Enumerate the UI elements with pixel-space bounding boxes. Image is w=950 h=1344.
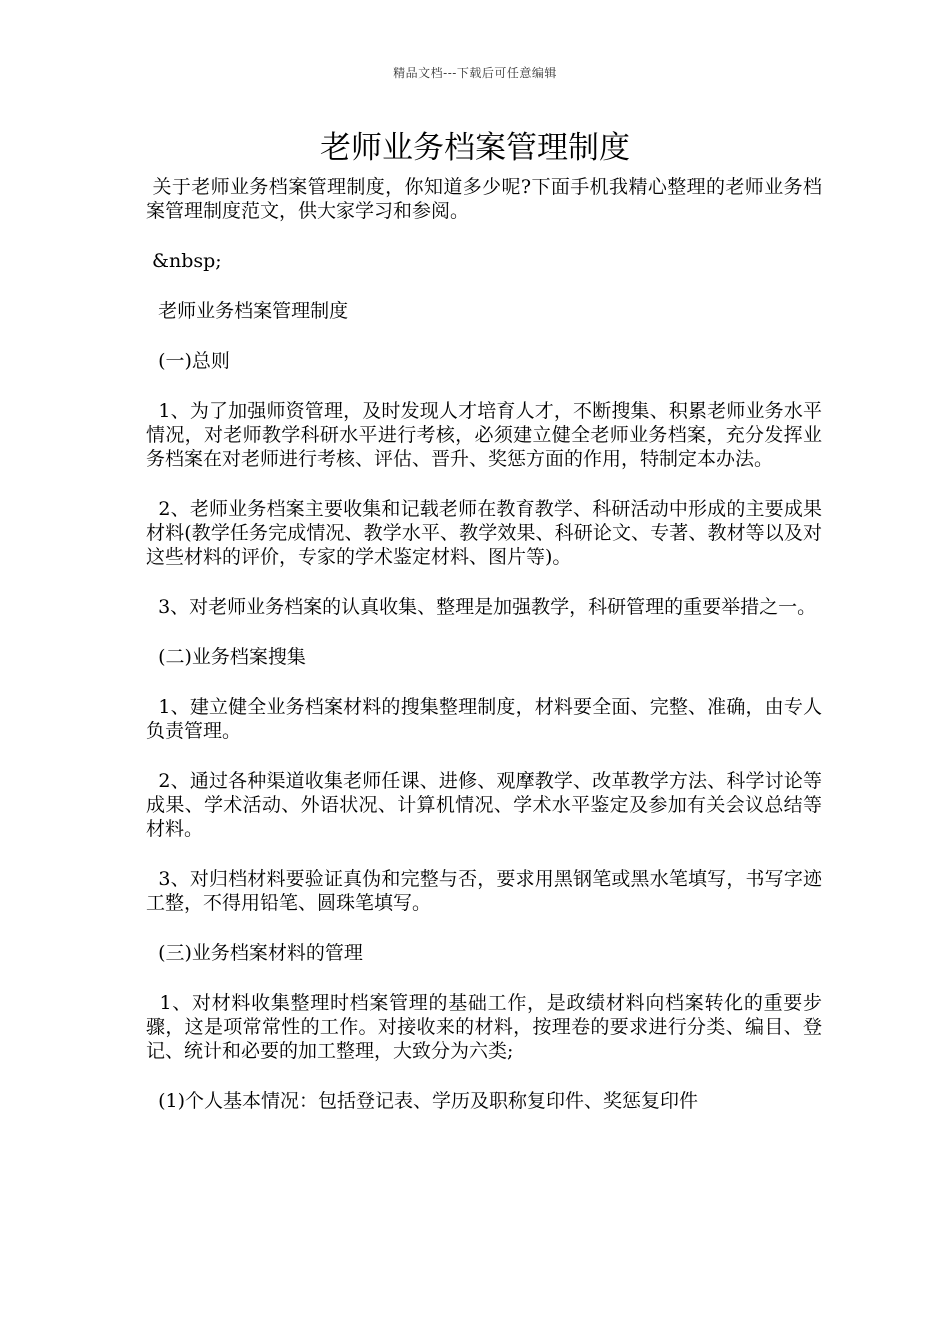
paragraph: 2、通过各种渠道收集老师任课、进修、观摩教学、改革教学方法、科学讨论等成果、学术活动、外语状况、计算机情况、学术水平鉴定及参加有关会议总结等材料。 [146, 770, 822, 840]
intro-paragraph: 关于老师业务档案管理制度，你知道多少呢?下面手机我精心整理的老师业务档案管理制度范文，供大家学习和参阅。 [146, 176, 822, 222]
section-heading-collection: (二)业务档案搜集 [146, 646, 306, 668]
nbsp-paragraph: &nbsp; [146, 250, 222, 272]
page-header: 精品文档---下载后可任意编辑 [393, 66, 557, 80]
paragraph: 1、建立健全业务档案材料的搜集整理制度，材料要全面、完整、准确，由专人负责管理。 [146, 696, 822, 742]
paragraph: 3、对老师业务档案的认真收集、整理是加强教学，科研管理的重要举措之一。 [146, 596, 817, 618]
section-heading-management: (三)业务档案材料的管理 [146, 942, 363, 964]
paragraph: 3、对归档材料要验证真伪和完整与否，要求用黑钢笔或黑水笔填写，书写字迹工整，不得用铅笔、圆珠笔填写。 [146, 868, 822, 914]
section-heading-general: (一)总则 [146, 350, 230, 372]
document-title: 老师业务档案管理制度 [320, 130, 630, 166]
paragraph: 2、老师业务档案主要收集和记载老师在教育教学、科研活动中形成的主要成果材料(教学任务完成情况、教学水平、教学效果、科研论文、专著、教材等以及对这些材料的评价，专家的学术鉴定材料、图片等)。 [146, 498, 822, 568]
section-heading: 老师业务档案管理制度 [146, 300, 349, 322]
paragraph: 1、为了加强师资管理，及时发现人才培育人才，不断搜集、积累老师业务水平情况，对老师教学科研水平进行考核，必须建立健全老师业务档案，充分发挥业务档案在对老师进行考核、评估、晋升、奖惩方面的作用，特制定本办法。 [146, 400, 822, 470]
paragraph: (1)个人基本情况：包括登记表、学历及职称复印件、奖惩复印件 [146, 1090, 699, 1112]
document-body [146, 175, 822, 1113]
paragraph: 1、对材料收集整理时档案管理的基础工作，是政绩材料向档案转化的重要步骤，这是项常常性的工作。对接收来的材料，按理卷的要求进行分类、编目、登记、统计和必要的加工整理，大致分为六类; [146, 992, 822, 1062]
